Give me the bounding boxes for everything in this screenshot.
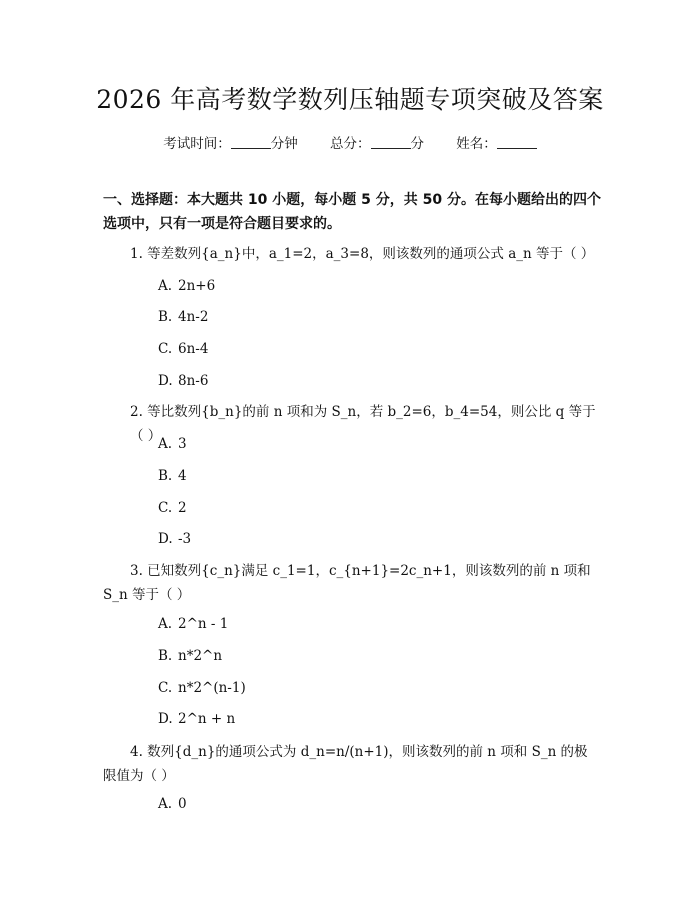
- option-text: 2n+6: [178, 278, 216, 294]
- option-letter: A.: [158, 278, 173, 294]
- question-option: [158, 614, 228, 634]
- option-text: 4n-2: [178, 309, 209, 325]
- exam-time-unit: 分钟: [270, 136, 298, 152]
- question-option: [158, 529, 191, 549]
- option-letter: D.: [158, 373, 173, 389]
- option-text: 8n-6: [178, 373, 209, 389]
- option-letter: B.: [158, 309, 173, 325]
- option-text: -3: [178, 531, 192, 547]
- exam-info-row: [0, 132, 700, 152]
- question-option: [158, 339, 208, 359]
- option-letter: C.: [158, 341, 173, 357]
- option-letter: D.: [158, 711, 173, 727]
- section-one-heading: 一、选择题：本大题共 10 小题，每小题 5 分，共 50 分。在每小题给出的四个选项中，只有一项是符合题目要求的。: [103, 192, 601, 232]
- option-text: 0: [178, 796, 187, 812]
- name-label: 姓名：: [456, 136, 497, 152]
- option-text: 2^n - 1: [178, 616, 229, 632]
- question-option: [158, 498, 187, 518]
- option-text: n*2^n: [178, 648, 223, 664]
- total-score-blank: [371, 135, 411, 149]
- question-option: [158, 794, 187, 814]
- option-letter: A.: [158, 436, 173, 452]
- question-option: [158, 276, 215, 296]
- option-letter: B.: [158, 468, 173, 484]
- question-option: [158, 434, 187, 454]
- option-text: 2^n + n: [178, 711, 236, 727]
- question-stem: 3. 已知数列{c_n}满足 c_1=1，c_{n+1}=2c_n+1，则该数列的前 n 项和 S_n 等于（ ）: [103, 563, 591, 603]
- page-title: 2026 年高考数学数列压轴题专项突破及答案: [96, 85, 604, 114]
- option-letter: A.: [158, 796, 173, 812]
- option-letter: A.: [158, 616, 173, 632]
- question-stem: 1. 等差数列{a_n}中，a_1=2，a_3=8，则该数列的通项公式 a_n 等于（ ）: [130, 246, 595, 262]
- question-stem: 4. 数列{d_n}的通项公式为 d_n=n/(n+1)，则该数列的前 n 项和 S_n 的极限值为（ ）: [103, 744, 588, 784]
- question-stem: 2. 等比数列{b_n}的前 n 项和为 S_n，若 b_2=6，b_4=54，则公比 q 等于（ ）: [130, 404, 596, 444]
- total-score-unit: 分: [410, 136, 424, 152]
- question-option: [158, 466, 187, 486]
- question-option: [158, 646, 222, 666]
- option-text: 2: [178, 500, 187, 516]
- total-score-label: 总分：: [330, 136, 371, 152]
- option-text: 3: [178, 436, 187, 452]
- option-text: n*2^(n-1): [178, 680, 246, 696]
- exam-time-label: 考试时间：: [163, 136, 231, 152]
- question-option: [158, 371, 208, 391]
- exam-time-field: [163, 132, 298, 152]
- option-letter: C.: [158, 500, 173, 516]
- name-field: [456, 132, 537, 152]
- question-option: [158, 678, 246, 698]
- total-score-field: [330, 132, 424, 152]
- option-letter: C.: [158, 680, 173, 696]
- name-blank: [497, 135, 537, 149]
- question-option: [158, 709, 235, 729]
- exam-time-blank: [231, 135, 271, 149]
- option-letter: D.: [158, 531, 173, 547]
- option-text: 4: [178, 468, 187, 484]
- question-option: [158, 307, 208, 327]
- option-text: 6n-4: [178, 341, 209, 357]
- option-letter: B.: [158, 648, 173, 664]
